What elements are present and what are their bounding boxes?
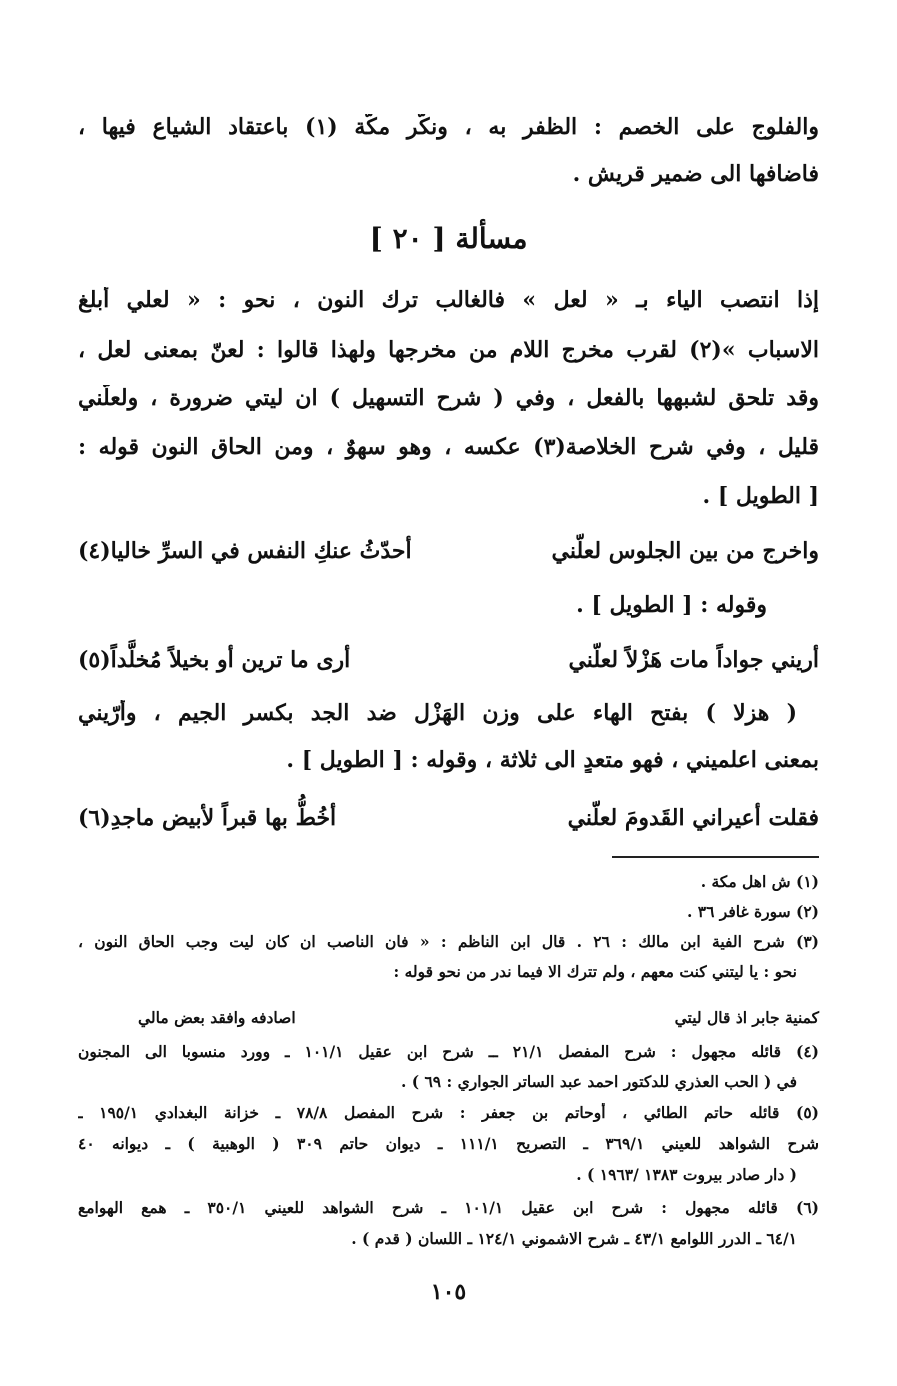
- body-line-3: إذا انتصب الياء بـ « لعل » فالغالب ترك النون ، نحو : « لعلي أبلغ: [78, 287, 819, 313]
- footnote-6-line-1: (٦) قائله مجهول : شرح ابن عقيل ١٠١/١ ـ شرح الشواهد للعيني ٣٥٠/١ ـ همع الهوامع: [78, 1198, 819, 1217]
- footnote-4-line-2: في ( الحب العذري للدكتور احمد عبد الساتر الجواري : ٦٩ ) .: [400, 1072, 797, 1091]
- body-line-10: بمعنى اعلميني ، فهو متعدٍ الى ثلاثة ، وقوله : [ الطويل ] .: [286, 747, 819, 773]
- section-heading: مسألة [ ٢٠ ]: [369, 222, 528, 255]
- footnote-3-line-1: (٣) شرح الفية ابن مالك : ٢٦ . قال ابن الناظم : « فان الناصب ان كان ليت وجب الحاق النون ،: [78, 932, 819, 951]
- body-line-6: قليل ، وفي شرح الخلاصة(٣) عكسه ، وهو سهوٌ ، ومن الحاق النون قوله :: [78, 434, 819, 460]
- body-line-1: والفلوج على الخصم : الظفر به ، ونكّر مكّة (١) باعتقاد الشياع فيها ،: [78, 114, 819, 140]
- footnote-5-line-2: شرح الشواهد للعيني ٣٦٩/١ ـ التصريح ١١١/١ ـ ديوان حاتم ٣٠٩ ( الوهبية ) ـ ديوانه ٤٠: [78, 1134, 819, 1153]
- footnote-verse-second-hemistich: اصادفه وافقد بعض مالي: [138, 1008, 296, 1027]
- body-line-4: الاسباب »(٢) لقرب مخرج اللام من مخرجها ولهذا قالوا : لعنّ بمعنى لعل ،: [78, 337, 819, 363]
- verse-3-first-hemistich: فقلت أعيراني القَدومَ لعلّني: [567, 805, 819, 831]
- verse-2-first-hemistich: أريني جواداً مات هَزْلاً لعلّني: [568, 647, 819, 673]
- footnote-6-line-2: ٦٤/١ ـ الدرر اللوامع ٤٣/١ ـ شرح الاشموني ١٢٤/١ ـ اللسان ( قدم ) .: [351, 1229, 797, 1248]
- verse-3: [78, 805, 819, 839]
- footnote-3-verse: [78, 1008, 819, 1034]
- verse-2: [78, 647, 819, 681]
- body-line-5: وقد تلحق لشبهها بالفعل ، وفي ( شرح التسهيل ) ان ليتي ضرورة ، ولعلّني: [78, 385, 819, 411]
- footnote-4-line-1: (٤) قائله مجهول : شرح المفصل ٢١/١ ــ شرح ابن عقيل ١٠١/١ ـ وورد منسوبا الى المجنون: [78, 1042, 819, 1061]
- footnote-2: (٢) سورة غافر ٣٦ .: [686, 902, 819, 921]
- footnote-5-line-1: (٥) قائله حاتم الطائي ، أوحاتم بن جعفر : شرح المفصل ٧٨/٨ ـ خزانة البغدادي ١٩٥/١ ـ: [78, 1103, 819, 1122]
- body-line-9: ( هزلا ) بفتح الهاء على وزن الهَزْل ضد الجد بكسر الجيم ، وأرّيني: [78, 700, 797, 726]
- verse-1: [78, 538, 819, 572]
- footnote-verse-first-hemistich: كمنية جابر اذ قال ليتي: [674, 1008, 819, 1027]
- verse-2-second-hemistich: أرى ما ترين أو بخيلاً مُخلَّداً(٥): [78, 647, 351, 673]
- footnote-3-line-2: نحو : يا ليتني كنت معهم ، ولم تترك الا فيما ندر من نحو قوله :: [393, 962, 797, 981]
- verse-1-first-hemistich: واخرج من بين الجلوس لعلّني: [551, 538, 819, 564]
- verse-1-second-hemistich: أحدّثُ عنكِ النفس في السرِّ خاليا(٤): [78, 538, 412, 564]
- body-line-8: وقوله : [ الطويل ] .: [576, 592, 767, 618]
- body-line-7: [ الطويل ] .: [702, 483, 819, 509]
- body-line-2: فاضافها الى ضمير قريش .: [572, 161, 819, 187]
- footnote-5-line-3: ( دار صادر بيروت ١٣٨٣ /١٩٦٣ ) .: [576, 1165, 797, 1184]
- page-number: ١٠٥: [430, 1279, 467, 1305]
- footnote-separator: [612, 856, 819, 858]
- footnote-1: (١) ش اهل مكة .: [700, 872, 819, 891]
- verse-3-second-hemistich: أخُطُّ بها قبراً لأبيض ماجدِ(٦): [78, 805, 337, 831]
